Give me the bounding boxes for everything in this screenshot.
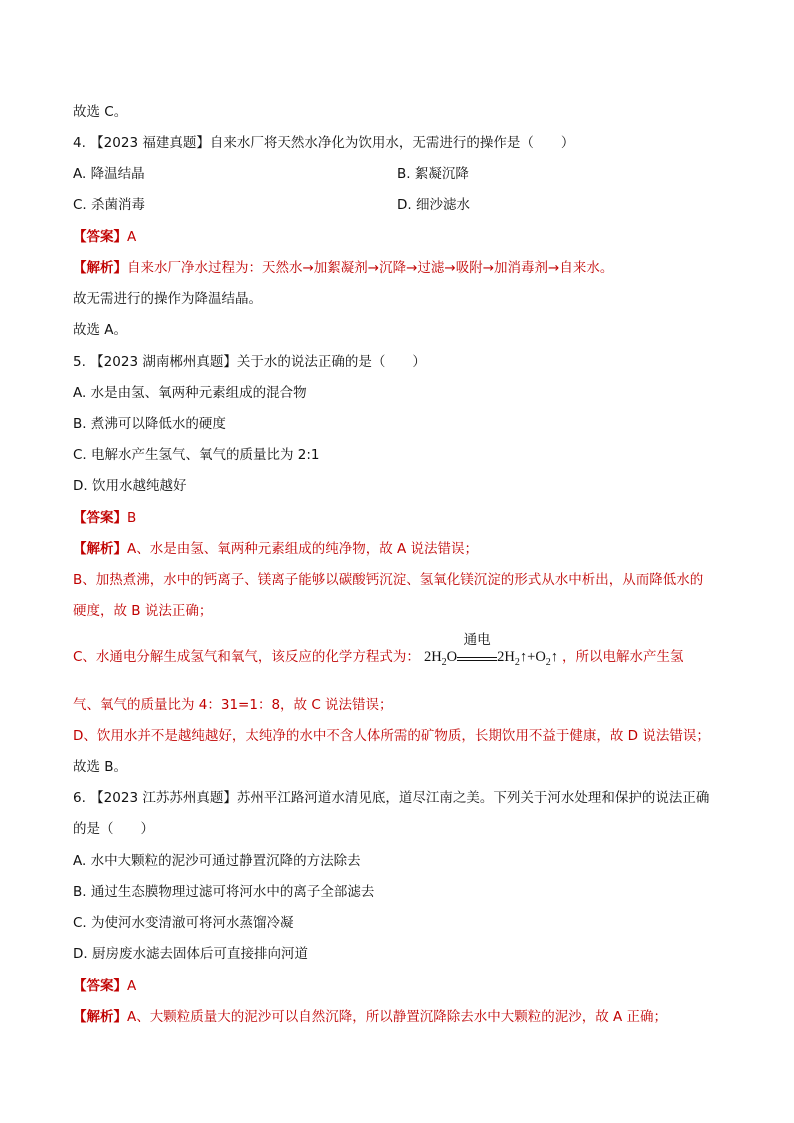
analysis-line: D、饮用水并不是越纯越好，太纯净的水中不含人体所需的矿物质，长期饮用不益于健康，故 D 说法错误； (73, 728, 710, 744)
option-a: A. 水中大颗粒的泥沙可通过静置沉降的方法除去 (73, 853, 361, 869)
answer-tag: 【答案】 (73, 510, 127, 526)
analysis-text: C、水通电分解生成氢气和氧气，该反应的化学方程式为： (73, 649, 420, 665)
answer-value: A (127, 978, 137, 994)
option-b: B. 通过生态膜物理过滤可将河水中的离子全部滤去 (73, 884, 375, 900)
reaction-condition (457, 632, 497, 661)
option-b: B. 絮凝沉降 (397, 166, 469, 182)
text-line: 故选 C。 (73, 104, 128, 120)
option-c: C. 电解水产生氢气、氧气的质量比为 2:1 (73, 447, 320, 463)
answer-line (73, 228, 136, 246)
analysis-tag: 【解析】 (73, 260, 127, 276)
answer-tag: 【答案】 (73, 978, 127, 994)
analysis-line: B、加热煮沸，水中的钙离子、镁离子能够以碳酸钙沉淀、氢氧化镁沉淀的形式从水中析出，从而降低水的 (73, 572, 704, 588)
option-b: B. 煮沸可以降低水的硬度 (73, 416, 226, 432)
option-a: A. 水是由氢、氧两种元素组成的混合物 (73, 385, 307, 401)
option-a: A. 降温结晶 (73, 166, 145, 182)
analysis-text: 自来水厂净水过程为：天然水→加絮凝剂→沉降→过滤→吸附→加消毒剂→自来水。 (127, 260, 614, 276)
question-5: 5. 【2023 湖南郴州真题】关于水的说法正确的是（ ） (73, 354, 426, 370)
answer-tag: 【答案】 (73, 229, 127, 245)
answer-value: B (127, 510, 137, 526)
analysis-tag: 【解析】 (73, 1009, 127, 1025)
analysis-line (73, 1008, 667, 1026)
question-4: 4. 【2023 福建真题】自来水厂将天然水净化为饮用水，无需进行的操作是（ ） (73, 135, 575, 151)
analysis-equation-line (73, 632, 684, 672)
condition-label: 通电 (463, 632, 491, 648)
analysis-line (73, 259, 613, 277)
analysis-line: 硬度，故 B 说法正确； (73, 603, 213, 619)
analysis-text: A、大颗粒质量大的泥沙可以自然沉降，所以静置沉降除去水中大颗粒的泥沙，故 A 正确； (127, 1009, 668, 1025)
option-d: D. 饮用水越纯越好 (73, 478, 187, 494)
answer-line (73, 977, 136, 995)
analysis-text: ，所以电解水产生氢 (562, 649, 684, 665)
answer-value: A (127, 229, 137, 245)
text-line: 故无需进行的操作为降温结晶。 (73, 291, 262, 307)
chemical-equation: $2H_2O$ 通电 $2H_2↑+O_2↑$ (423, 632, 559, 668)
question-6: 6. 【2023 江苏苏州真题】苏州平江路河道水清见底，道尽江南之美。下列关于河水处理和保护的说法正确 (73, 790, 710, 806)
answer-line (73, 509, 136, 527)
option-c: C. 为使河水变清澈可将河水蒸馏冷凝 (73, 915, 294, 931)
text-line: 故选 B。 (73, 759, 128, 775)
question-6-cont: 的是（ ） (73, 821, 154, 837)
option-d: D. 厨房废水滤去固体后可直接排向河道 (73, 946, 308, 962)
analysis-line: 气、氧气的质量比为 4：31=1：8，故 C 说法错误； (73, 697, 393, 713)
text-line: 故选 A。 (73, 322, 128, 338)
analysis-text: A、水是由氢、氧两种元素组成的纯净物，故 A 说法错误； (127, 541, 479, 557)
analysis-tag: 【解析】 (73, 541, 127, 557)
option-c: C. 杀菌消毒 (73, 197, 146, 213)
analysis-line (73, 540, 478, 558)
option-d: D. 细沙滤水 (397, 197, 470, 213)
